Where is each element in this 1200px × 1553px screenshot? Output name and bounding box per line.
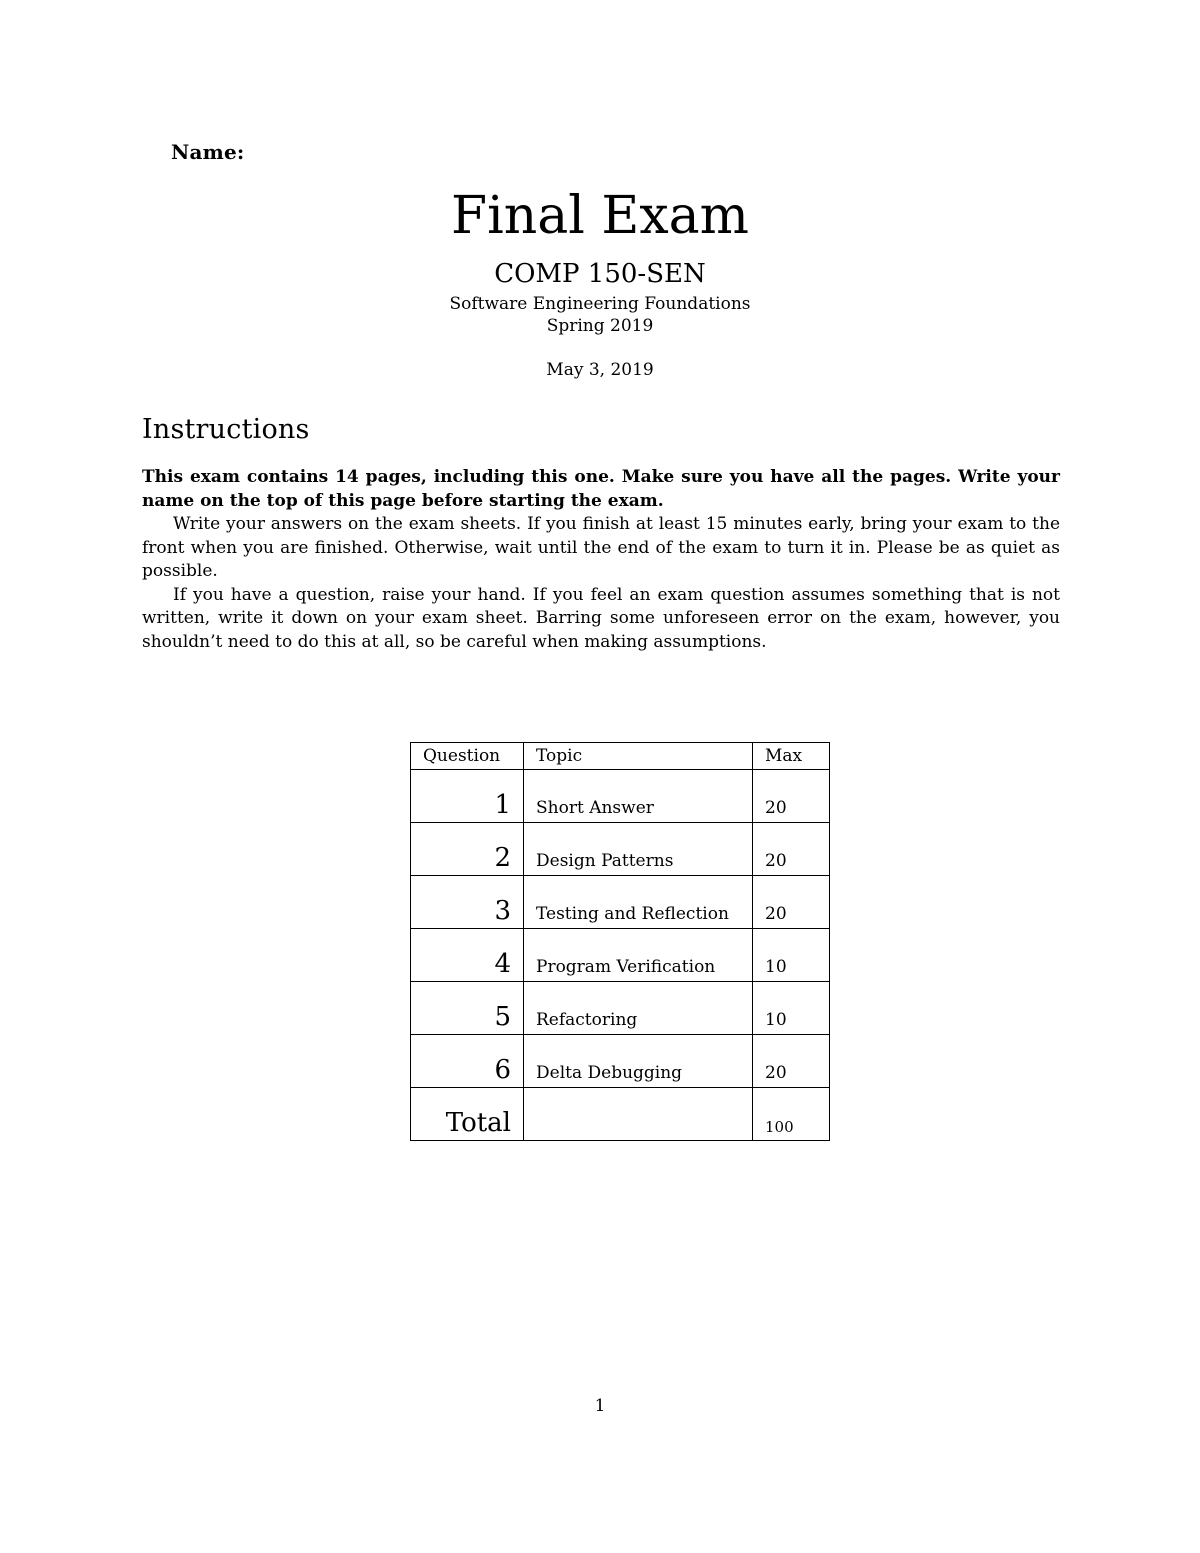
header-question: Question (411, 743, 524, 770)
total-max: 100 (753, 1088, 830, 1141)
question-topic: Delta Debugging (524, 1035, 753, 1088)
title-block (0, 186, 1200, 381)
table-row (411, 770, 830, 823)
exam-title: Final Exam (451, 186, 749, 246)
exam-date: May 3, 2019 (546, 359, 654, 380)
header-max: Max (753, 743, 830, 770)
total-label: Total (411, 1088, 524, 1141)
question-max: 20 (753, 770, 830, 823)
question-number: 2 (411, 823, 524, 876)
question-max: 20 (753, 876, 830, 929)
table-row (411, 876, 830, 929)
table-row (411, 982, 830, 1035)
question-max: 10 (753, 982, 830, 1035)
question-number: 6 (411, 1035, 524, 1088)
instructions-bold-paragraph: This exam contains 14 pages, including this one. Make sure you have all the pages. Write your name on the top of this page before starting the exam. (142, 467, 1060, 511)
question-number: 5 (411, 982, 524, 1035)
page-number: 1 (594, 1396, 606, 1416)
table-row (411, 929, 830, 982)
name-label: Name: (171, 140, 245, 164)
instructions-paragraph-3: If you have a question, raise your hand. If you feel an exam question assumes something that is not written, write it down on your exam sheet. Barring some unforeseen error on the exam, however, you shouldn’t need to do this at all, so be careful when making assumptions. (142, 584, 1060, 652)
score-table (410, 742, 830, 1141)
header-topic: Topic (524, 743, 753, 770)
table-row (411, 1035, 830, 1088)
question-topic: Refactoring (524, 982, 753, 1035)
table-row (411, 823, 830, 876)
question-number: 1 (411, 770, 524, 823)
term: Spring 2019 (546, 315, 654, 336)
total-row (411, 1088, 830, 1141)
instructions-paragraph-2: Write your answers on the exam sheets. If you finish at least 15 minutes early, bring your exam to the front when you are finished. Otherwise, wait until the end of the exam to turn it in. Please be as quiet as possible. (142, 514, 1060, 581)
instructions-body (142, 466, 1060, 654)
question-topic: Program Verification (524, 929, 753, 982)
question-max: 10 (753, 929, 830, 982)
question-max: 20 (753, 1035, 830, 1088)
instructions-heading: Instructions (142, 414, 310, 445)
question-topic: Design Patterns (524, 823, 753, 876)
question-topic: Short Answer (524, 770, 753, 823)
score-table-header-row (411, 743, 830, 770)
question-max: 20 (753, 823, 830, 876)
question-number: 3 (411, 876, 524, 929)
question-topic: Testing and Reflection (524, 876, 753, 929)
question-number: 4 (411, 929, 524, 982)
total-topic (524, 1088, 753, 1141)
course-code: COMP 150-SEN (494, 259, 706, 289)
course-name: Software Engineering Foundations (449, 293, 751, 314)
